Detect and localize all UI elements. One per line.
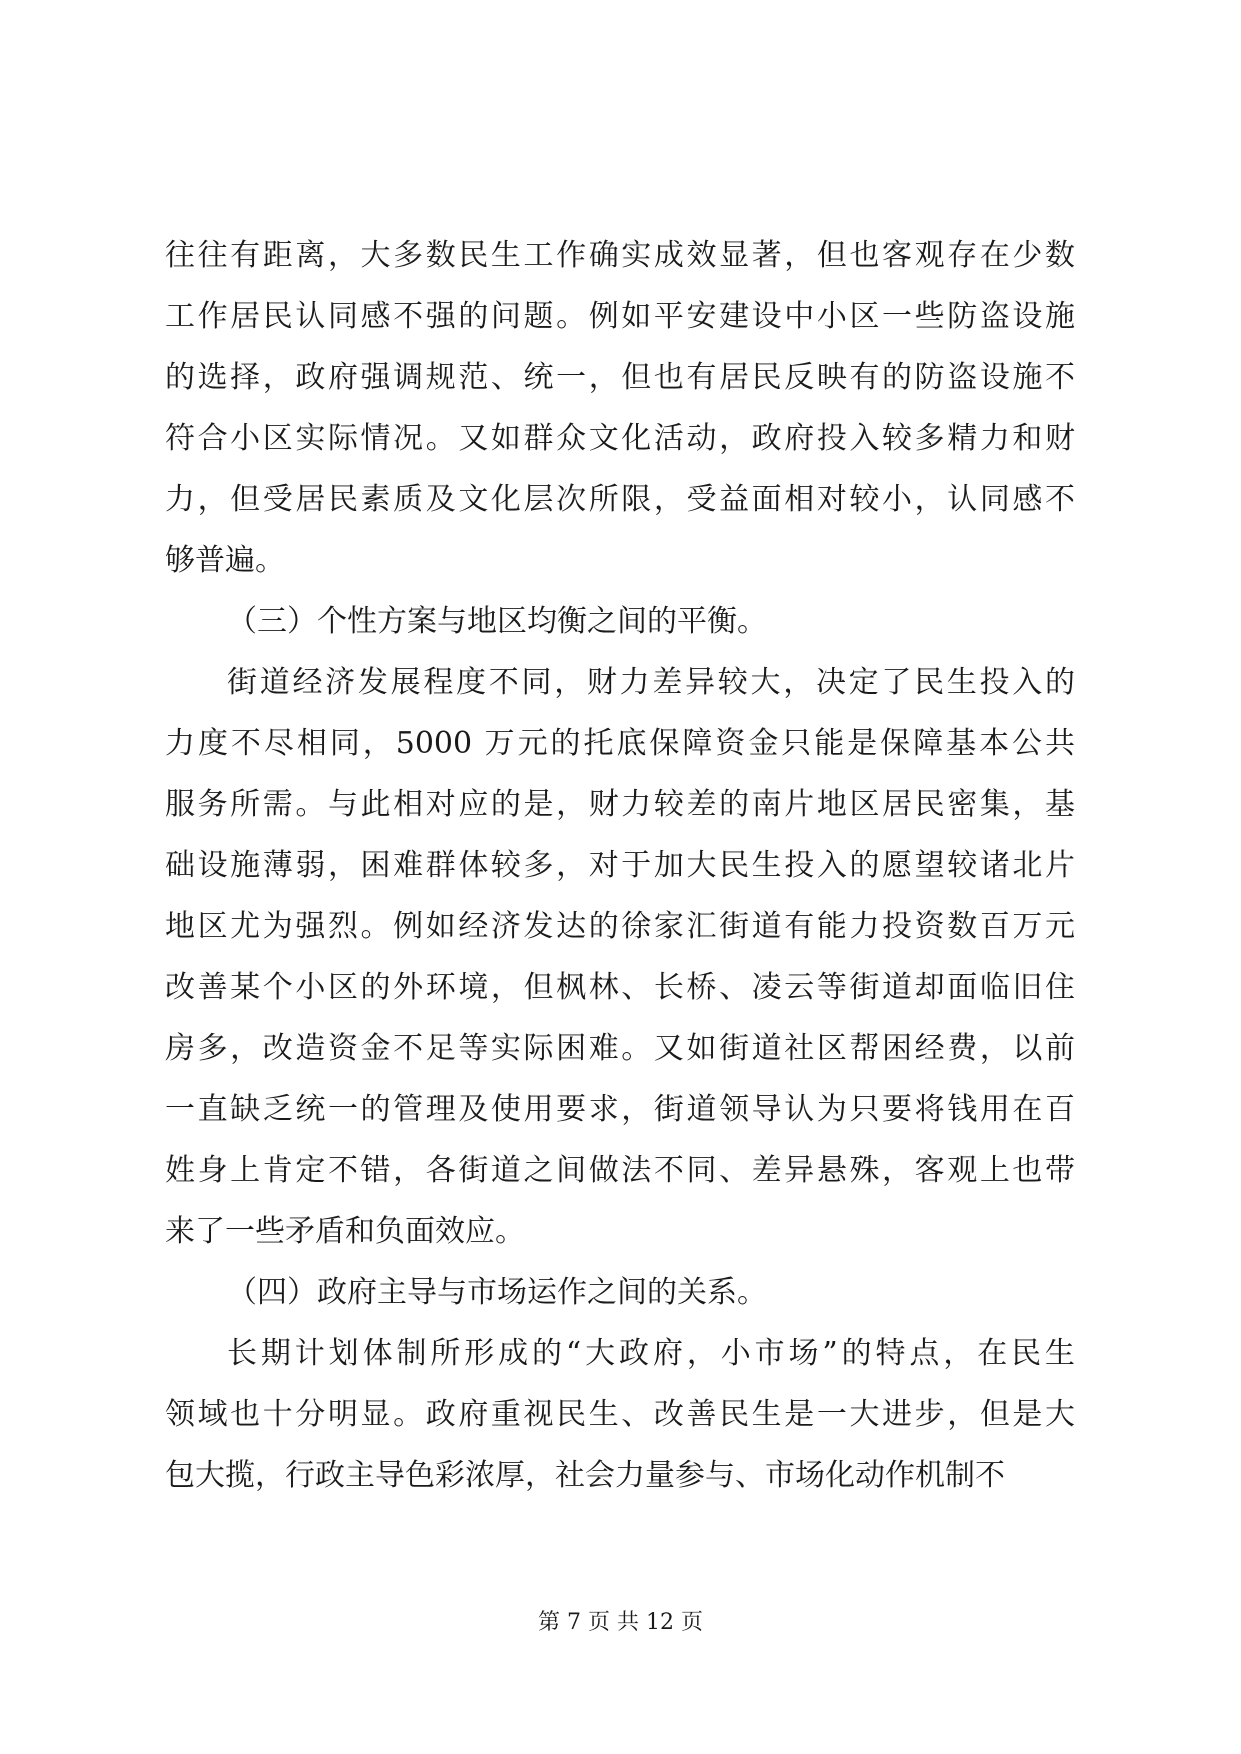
page-footer: 第 7 页 共 12 页 (538, 1610, 703, 1635)
text-line: 够普遍。 (165, 543, 285, 578)
text-line: 础设施薄弱，困难群体较多，对于加大民生投入的愿望较诸北片 (165, 848, 1075, 883)
text-line: 长期计划体制所形成的“大政府，小市场”的特点，在民生 (227, 1336, 1075, 1371)
text-line: 改善某个小区的外环境，但枫林、长桥、凌云等街道却面临旧住 (165, 970, 1075, 1005)
text-line: 地区尤为强烈。例如经济发达的徐家汇街道有能力投资数百万元 (165, 909, 1075, 944)
text-line: 力度不尽相同，5000 万元的托底保障资金只能是保障基本公共 (165, 726, 1075, 761)
text-line: 力，但受居民素质及文化层次所限，受益面相对较小，认同感不 (165, 482, 1075, 517)
text-line: 房多，改造资金不足等实际困难。又如街道社区帮困经费，以前 (165, 1031, 1075, 1066)
text-line: 工作居民认同感不强的问题。例如平安建设中小区一些防盗设施 (165, 299, 1075, 334)
text-line: （四）政府主导与市场运作之间的关系。 (227, 1275, 767, 1310)
text-line: 姓身上肯定不错，各街道之间做法不同、差异悬殊，客观上也带 (165, 1153, 1075, 1188)
text-line: 往往有距离，大多数民生工作确实成效显著，但也客观存在少数 (165, 238, 1075, 273)
text-line: 符合小区实际情况。又如群众文化活动，政府投入较多精力和财 (165, 421, 1075, 456)
text-line: 一直缺乏统一的管理及使用要求，街道领导认为只要将钱用在百 (165, 1092, 1075, 1127)
text-line: 领域也十分明显。政府重视民生、改善民生是一大进步，但是大 (165, 1397, 1075, 1432)
text-line: 服务所需。与此相对应的是，财力较差的南片地区居民密集，基 (165, 787, 1075, 822)
text-line: 包大揽，行政主导色彩浓厚，社会力量参与、市场化动作机制不 (165, 1458, 1005, 1493)
text-line: 的选择，政府强调规范、统一，但也有居民反映有的防盗设施不 (165, 360, 1075, 395)
section-heading (165, 1262, 1075, 1323)
paragraph (165, 652, 1075, 1262)
paragraph (165, 1323, 1075, 1506)
text-line: 来了一些矛盾和负面效应。 (165, 1214, 525, 1249)
document-body (165, 225, 1075, 1506)
text-line: 街道经济发展程度不同，财力差异较大，决定了民生投入的 (227, 665, 1075, 700)
text-line: （三）个性方案与地区均衡之间的平衡。 (227, 604, 767, 639)
section-heading (165, 591, 1075, 652)
paragraph (165, 225, 1075, 591)
